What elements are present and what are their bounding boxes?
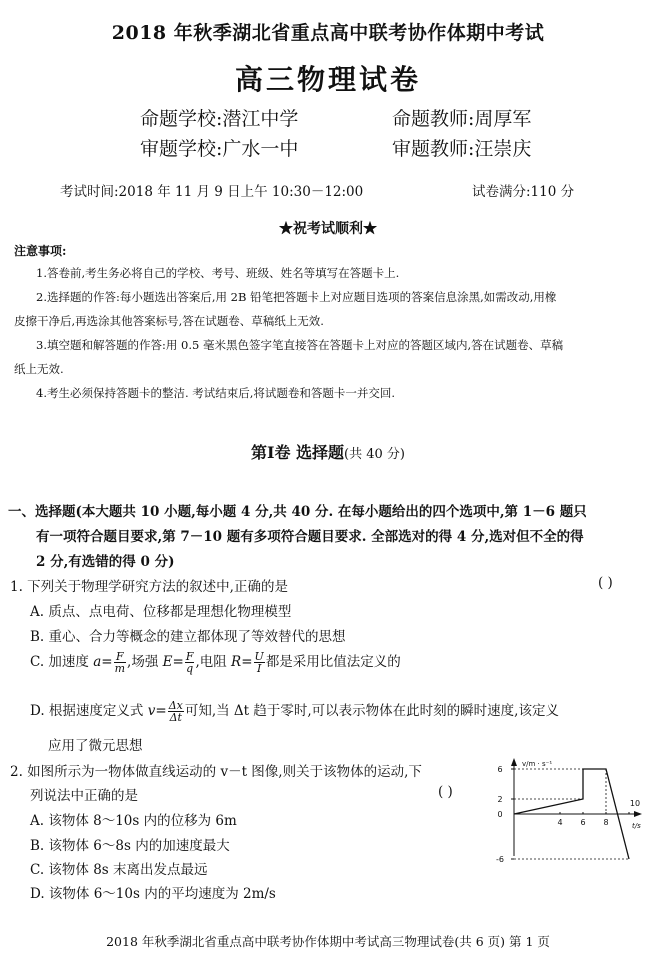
x-axis-label: t/s (632, 822, 641, 830)
frac-den: q (186, 662, 194, 675)
setting-school: 命题学校:潜江中学 (140, 108, 299, 130)
frac-den: m (114, 662, 126, 675)
frac-den: I (256, 662, 262, 675)
q1-c-eq3: = (241, 654, 253, 670)
note-3-line2: 纸上无效. (14, 362, 64, 376)
section-instruction-line3: 2 分,有选错的得 0 分) (36, 554, 175, 570)
q1-c-r: R (231, 654, 242, 670)
x-tick-label: 10 (629, 799, 641, 808)
y-axis-label: v/m · s⁻¹ (522, 760, 553, 768)
q1-c-suffix: 都是采用比值法定义的 (265, 654, 401, 670)
q2-answer-paren: ( ) (438, 784, 453, 800)
section-instruction-line1: 一、选择题(本大题共 10 小题,每小题 4 分,共 40 分. 在每小题给出的四个选项中,第 1－6 题只 (8, 504, 587, 520)
q2-option-b: B. 该物体 6～8s 内的加速度最大 (30, 838, 230, 854)
x-axis-arrow (634, 811, 642, 817)
q1-d-eq: = (155, 703, 167, 719)
q1-answer-paren: ( ) (598, 575, 613, 591)
q1-option-b: B. 重心、合力等概念的建立都体现了等效替代的思想 (30, 629, 346, 645)
q1-d-prefix: D. 根据速度定义式 (30, 703, 144, 719)
paper-subtitle: 高三物理试卷 (234, 63, 421, 96)
exam-time: 考试时间:2018 年 11 月 9 日上午 10:30－12:00 (60, 184, 364, 200)
note-3-line1: 3.填空题和解答题的作答:用 0.5 毫米黑色签字笔直接答在答题卡上对应的答题区域内,答在试题卷、草稿 (36, 338, 564, 352)
q1-option-a: A. 质点、点电荷、位移都是理想化物理模型 (30, 604, 292, 620)
y-tick-label: 2 (497, 795, 503, 804)
q2-option-a: A. 该物体 8～10s 内的位移为 6m (30, 813, 237, 829)
q1-option-d-line2: 应用了微元思想 (48, 738, 143, 754)
section-score: (共 40 分) (344, 447, 405, 462)
note-2-line1: 2.选择题的作答:每小题选出答案后,用 2B 铅笔把答题卡上对应题目选项的答案信息涂黑,如需改动,用橡 (36, 290, 557, 304)
frac-num: Δx (168, 699, 183, 712)
full-score: 试卷满分:110 分 (472, 184, 575, 200)
frac-den: Δt (169, 711, 182, 724)
q2-stem-line1: 2. 如图所示为一物体做直线运动的 v－t 图像,则关于该物体的运动,下 (10, 764, 422, 780)
review-teacher: 审题教师:汪崇庆 (392, 138, 532, 160)
y-tick-label: 6 (497, 765, 503, 774)
q2-stem-line2: 列说法中正确的是 (30, 788, 138, 804)
exam-title: 2018 年秋季湖北省重点高中联考协作体期中考试 (111, 22, 545, 44)
q1-c-eq2: = (172, 654, 184, 670)
q1-c-prefix: C. 加速度 (30, 654, 89, 670)
q1-d-suffix: 可知,当 Δt 趋于零时,可以表示物体在此时刻的瞬时速度,该定义 (184, 703, 559, 719)
q1-option-d (30, 699, 559, 723)
note-2-line2: 皮擦干净后,再选涂其他答案标号,答在试题卷、草稿纸上无效. (14, 314, 324, 328)
q1-stem: 1. 下列关于物理学研究方法的叙述中,正确的是 (10, 579, 288, 595)
q1-c-mid2: ,电阻 (195, 654, 227, 670)
fraction-f-over-q (185, 651, 195, 674)
fraction-u-over-i (254, 651, 265, 674)
notes-heading: 注意事项: (14, 244, 67, 258)
q1-option-c (30, 650, 401, 674)
y-axis-arrow (511, 758, 517, 766)
frac-num: F (185, 650, 194, 663)
q1-d-v: v (147, 703, 156, 719)
fraction-dx-over-dt (168, 700, 184, 723)
y-tick-label: -6 (496, 855, 504, 862)
x-tick-label: 8 (603, 818, 609, 827)
note-4: 4.考生必须保持答题卡的整洁. 考试结束后,将试题卷和答题卡一并交回. (36, 386, 396, 400)
section-instruction-line2: 有一项符合题目要求,第 7－10 题有多项符合题目要求. 全部选对的得 4 分,选对但不全的得 (36, 529, 584, 545)
q1-c-a: a (93, 654, 102, 670)
vt-graph (492, 752, 652, 862)
page-footer: 2018 年秋季湖北省重点高中联考协作体期中考试高三物理试卷(共 6 页) 第 1 页 (106, 934, 550, 949)
frac-num: F (114, 651, 126, 663)
x-tick-label: 4 (557, 818, 563, 827)
review-school: 审题学校:广水一中 (140, 138, 299, 160)
q1-c-e: E (162, 654, 173, 670)
x-tick-label: 6 (580, 818, 586, 827)
fraction-f-over-m (114, 651, 126, 674)
y-tick-label: 0 (497, 810, 503, 819)
section-title-text: 第Ⅰ卷 选择题 (250, 443, 345, 462)
frac-num: U (254, 650, 264, 663)
q1-c-eq1: = (101, 654, 113, 670)
note-1: 1.答卷前,考生务必将自己的学校、考号、班级、姓名等填写在答题卡上. (36, 266, 400, 280)
q2-option-d: D. 该物体 6～10s 内的平均速度为 2m/s (30, 886, 276, 902)
q1-c-mid1: ,场强 (127, 654, 159, 670)
section-title (0, 440, 656, 463)
setting-teacher: 命题教师:周厚军 (392, 108, 532, 130)
q2-option-c: C. 该物体 8s 末离出发点最远 (30, 862, 208, 878)
good-luck-banner: ★祝考试顺利★ (279, 221, 377, 237)
